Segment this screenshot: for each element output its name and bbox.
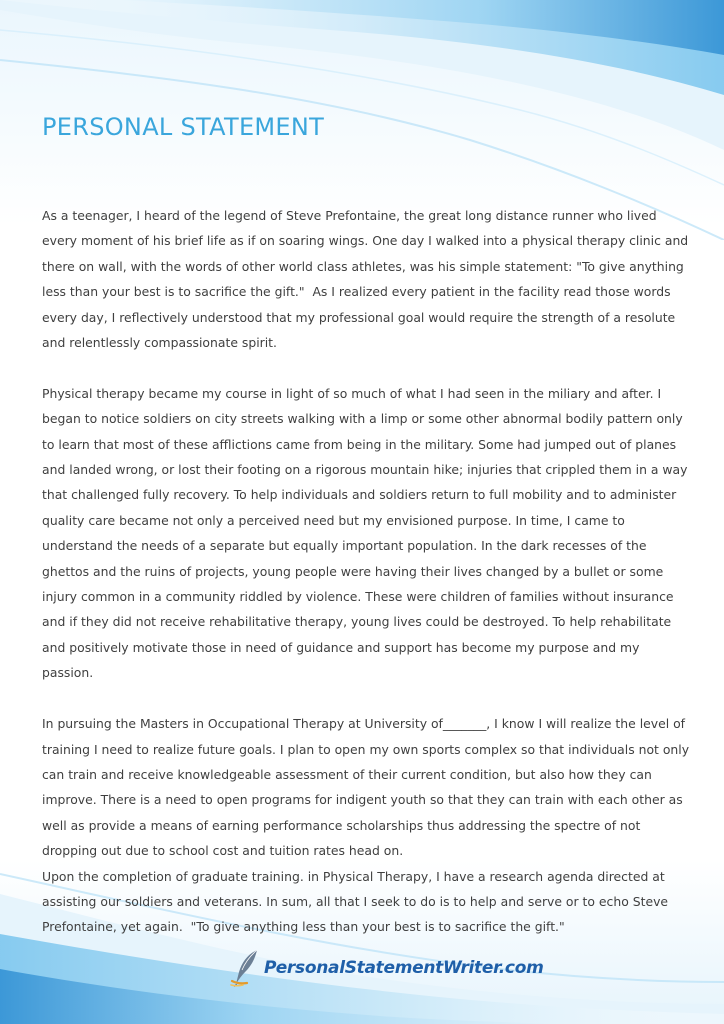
paragraph-2: Physical therapy became my course in light of so much of what I had seen in the miliary and after. I began to notice soldiers on city streets walking with a limp or some other abnormal bodily pattern only to learn that most of these afflictions came from being in the military. Some had jumped out of planes and landed wrong, or lost their footing on a rigorous mountain hike; injuries that crippled them in a way that challenged fully recovery. To help individuals and soldiers return to full mobility and to administer quality care became not only a perceived need but my envisioned purpose. In time, I came to understand the needs of a separate but equally important population. In the dark recesses of the ghettos and the ruins of projects, young people were having their lives changed by a bullet or some injury common in a community riddled by violence. These were children of families without insurance and if they did not receive rehabilitative therapy, young lives could be destroyed. To help rehabilitate and positively motivate those in need of guidance and support has become my purpose and my passion. [42, 385, 692, 681]
brand-name: PersonalStatementWriter.com [264, 958, 544, 978]
paragraph-1: As a teenager, I heard of the legend of Steve Prefontaine, the great long distance runner who lived every moment of his brief life as if on soaring wings. One day I walked into a physical therapy clinic and there on wall, with the words of other world class athletes, was his simple statement: "To give anything less than your best is to sacrifice the gift." As I realized every patient in the facility read those words every day, I reflectively understood that my professional goal would require the strength of a resolute and relentlessly compassionate spirit. [42, 208, 693, 351]
page-title: PERSONAL STATEMENT [42, 113, 325, 141]
brand-logo [230, 948, 544, 988]
paragraph-4: Upon the completion of graduate training. in Physical Therapy, I have a research agenda directed at assisting our soldiers and veterans. In sum, all that I seek to do is to help and serve or to echo Steve Prefontaine, yet again. "To give anything less than your best is to sacrifice the gift." [42, 868, 672, 935]
statement-body [42, 203, 693, 940]
paragraph-3: In pursuing the Masters in Occupational Therapy at University of_______, I know I will realize the level of training I need to realize future goals. I plan to open my own sports complex so that individuals not only can train and receive knowledgeable assessment of their current condition, but also how they can improve. There is a need to open programs for indigent youth so that they can train with each other as well as provide a means of earning performance scholarships thus addressing the spectre of not dropping out due to school cost and tuition rates head on. [42, 716, 693, 859]
quill-pen-icon [230, 948, 262, 988]
